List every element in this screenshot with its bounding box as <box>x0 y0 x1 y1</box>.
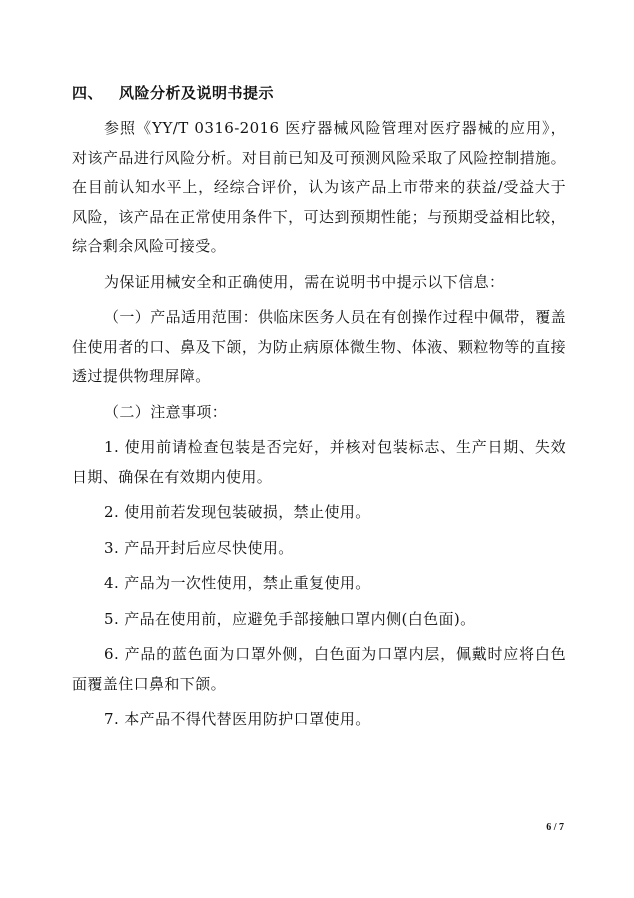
list-item: 3. 产品开封后应尽快使用。 <box>104 538 294 557</box>
list-item: 2. 使用前若发现包装破损，禁止使用。 <box>104 503 371 521</box>
section-heading <box>72 82 274 103</box>
list-item: 7. 本产品不得代替医用防护口罩使用。 <box>104 710 371 728</box>
paragraph-intro-notice: 为保证用械安全和正确使用，需在说明书中提示以下信息： <box>104 272 505 291</box>
paragraph-risk-analysis: 参照《YY/T 0316-2016 医疗器械风险管理对医疗器械的应用》，对该产品进行风险分析。对目前已知及可预测风险采取了风险控制措施。在目前认知水平上，经综合评价，认为该产品上市带来的获益/受益大于风险，该产品在正常使用条件下，可达到预期性能；与预期受益相比较，综合剩余风险可接受。 <box>72 119 566 255</box>
list-item: 4. 产品为一次性使用，禁止重复使用。 <box>104 574 371 592</box>
paragraph-precautions-title: （二）注意事项： <box>104 402 228 421</box>
paragraph-scope: （一）产品适用范围：供临床医务人员在有创操作过程中佩带，覆盖住使用者的口、鼻及下颌，为防止病原体微生物、体液、颗粒物等的直接透过提供物理屏障。 <box>72 308 567 385</box>
page-number: 6 / 7 <box>546 822 564 833</box>
section-number: 四、 <box>72 84 104 102</box>
section-title: 风险分析及说明书提示 <box>119 84 275 102</box>
list-item: 6. 产品的蓝色面为口罩外侧，白色面为口罩内层，佩戴时应将白色面覆盖住口鼻和下颌。 <box>72 645 566 693</box>
list-item: 1. 使用前请检查包装是否完好，并核对包装标志、生产日期、失效日期、确保在有效期内使用。 <box>72 438 566 486</box>
section-body <box>72 114 566 741</box>
list-item: 5. 产品在使用前，应避免手部接触口罩内侧(白色面)。 <box>104 609 476 628</box>
